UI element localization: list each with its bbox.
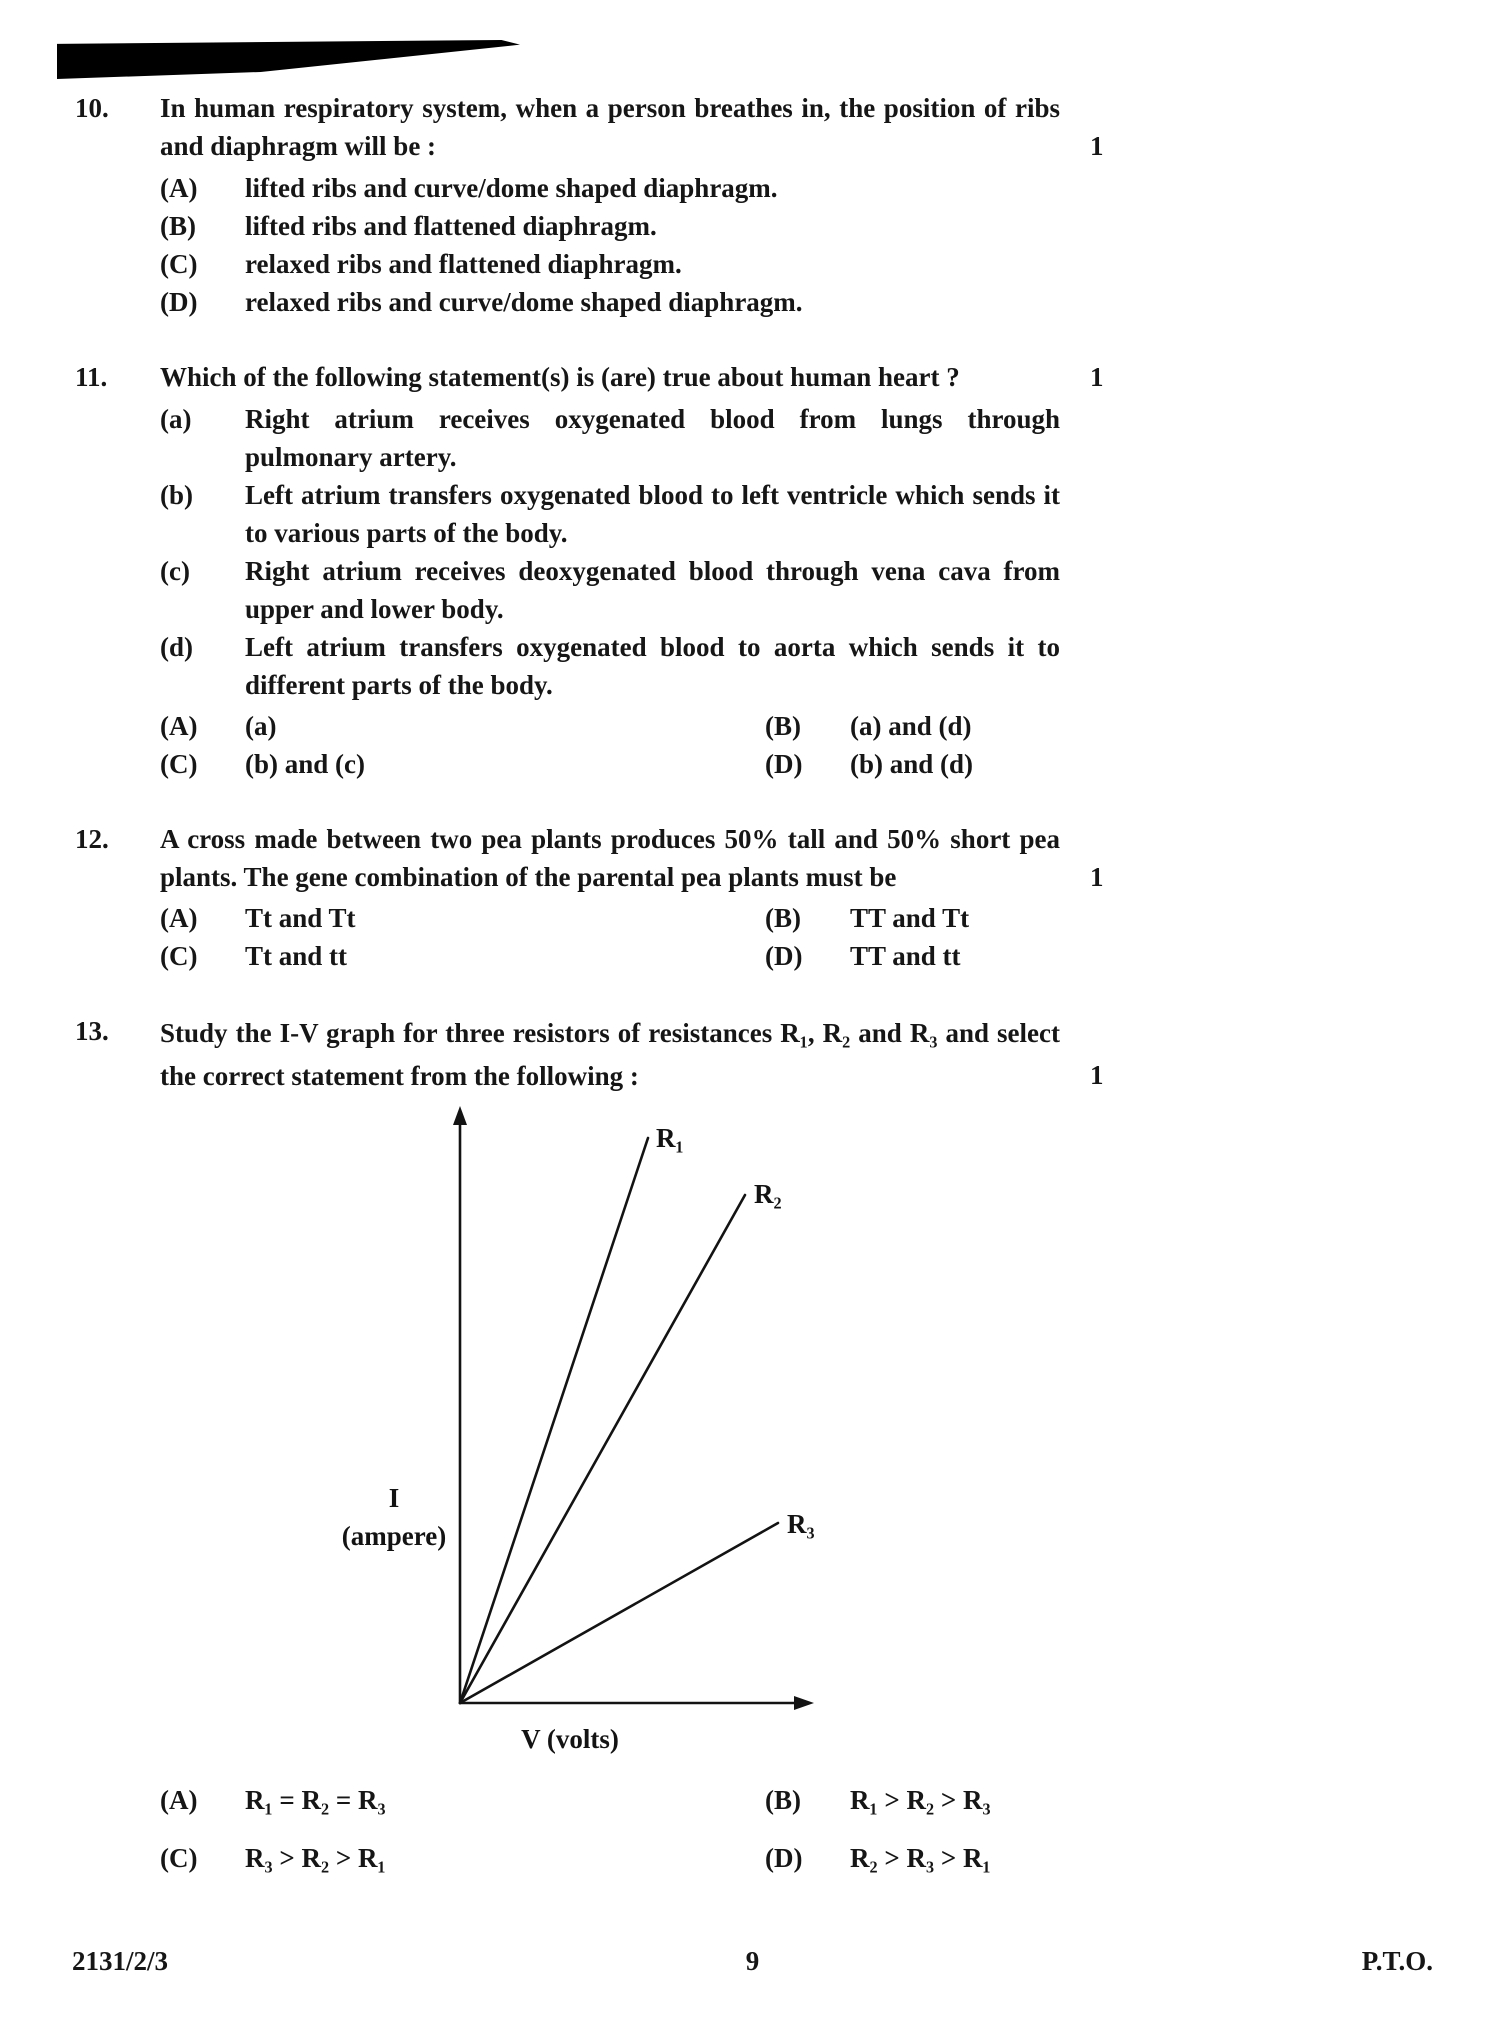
x-axis-arrow-icon: [794, 1696, 814, 1710]
statement-row: [160, 400, 1060, 476]
option-text: Tt and tt: [245, 941, 348, 971]
option-label: (B): [765, 711, 801, 741]
option-label: (B): [160, 211, 196, 241]
question-11: [0, 358, 1505, 783]
option-row: [160, 207, 1060, 245]
option-row: [765, 1839, 1060, 1877]
option-label: (A): [160, 173, 198, 203]
option-row: [765, 1781, 1060, 1819]
question-13: [0, 1012, 1505, 1877]
y-axis-unit-label: (ampere): [341, 1521, 447, 1551]
statement-text: Right atrium receives oxygenated blood from lungs through pulmonary artery.: [245, 404, 1060, 472]
statement-text: Left atrium transfers oxygenated blood to left ventricle which sends it to various parts of the body.: [245, 480, 1060, 548]
r3-label: R₃: [787, 1509, 815, 1539]
question-marks: 1: [1090, 131, 1104, 161]
option-text: TT and Tt: [850, 903, 970, 933]
statements-list: [160, 400, 1060, 704]
question-marks: 1: [1090, 862, 1104, 892]
option-row: [160, 283, 1060, 321]
option-text: lifted ribs and flattened diaphragm.: [245, 211, 657, 241]
option-text: (a) and (d): [850, 711, 972, 741]
question-marks: 1: [1090, 1060, 1104, 1090]
page-footer: [0, 1942, 1505, 1980]
option-text: TT and tt: [850, 941, 961, 971]
option-label: (A): [160, 711, 198, 741]
option-label: (A): [160, 1785, 198, 1815]
question-text: Study the I-V graph for three resistors of resistances R₁, R₂ and R₃ and select the correct statement from the following :: [160, 1018, 1060, 1091]
question-number: 11.: [75, 362, 108, 392]
iv-graph-figure: [330, 1103, 1060, 1771]
y-axis-arrow-icon: [453, 1106, 467, 1125]
option-row: [160, 1839, 765, 1877]
redaction-mark: [57, 40, 520, 79]
option-label: (C): [160, 749, 198, 779]
statement-label: (d): [160, 632, 193, 662]
option-label: (C): [160, 941, 198, 971]
r1-label: R₁: [656, 1123, 684, 1153]
iv-graph: [330, 1103, 830, 1761]
question-text: Which of the following statement(s) is (are) true about human heart ?: [160, 362, 960, 392]
option-text: (b) and (c): [245, 749, 365, 779]
statement-row: [160, 552, 1060, 628]
option-label: (B): [765, 903, 801, 933]
option-row: [160, 745, 765, 783]
options-grid: [160, 707, 1060, 783]
statement-label: (b): [160, 480, 193, 510]
option-text: R₃ > R₂ > R₁: [245, 1843, 386, 1873]
option-row: [160, 169, 1060, 207]
question-10: [0, 89, 1505, 321]
question-text: A cross made between two pea plants produces 50% tall and 50% short pea plants. The gene combination of the parental pea plants must be: [160, 824, 1060, 892]
option-row: [765, 745, 1060, 783]
option-row: [160, 899, 765, 937]
question-body: [160, 358, 1060, 783]
paper-code: 2131/2/3: [72, 1946, 169, 1976]
option-row: [765, 937, 1060, 975]
statement-text: Right atrium receives deoxygenated blood through vena cava from upper and lower body.: [245, 556, 1060, 624]
question-number: 12.: [75, 824, 109, 854]
option-row: [765, 899, 1060, 937]
pto-label: P.T.O.: [1361, 1946, 1433, 1976]
option-text: R₂ > R₃ > R₁: [850, 1843, 991, 1873]
r3-line: [460, 1523, 778, 1703]
statement-row: [160, 476, 1060, 552]
option-text: (a): [245, 711, 277, 741]
statement-row: [160, 628, 1060, 704]
option-text: R₁ > R₂ > R₃: [850, 1785, 991, 1815]
option-label: (D): [765, 1843, 803, 1873]
page-number: 9: [745, 1946, 760, 1976]
option-row: [765, 707, 1060, 745]
option-label: (B): [765, 1785, 801, 1815]
option-label: (D): [160, 287, 198, 317]
option-text: R₁ = R₂ = R₃: [245, 1785, 386, 1815]
question-12: [0, 820, 1505, 975]
option-label: (C): [160, 1843, 198, 1873]
question-body: [160, 820, 1060, 975]
y-axis-label: I: [388, 1483, 400, 1513]
option-label: (D): [765, 749, 803, 779]
statement-label: (c): [160, 556, 190, 586]
question-number: 10.: [75, 93, 109, 123]
options-grid: [160, 899, 1060, 975]
question-text: In human respiratory system, when a person breathes in, the position of ribs and diaphragm will be :: [160, 93, 1060, 161]
option-row: [160, 245, 1060, 283]
option-text: lifted ribs and curve/dome shaped diaphragm.: [245, 173, 778, 203]
option-label: (A): [160, 903, 198, 933]
question-marks: 1: [1090, 362, 1104, 392]
question-body: [160, 1012, 1060, 1877]
options-list: [160, 169, 1060, 321]
options-grid: [160, 1781, 1060, 1877]
option-label: (D): [765, 941, 803, 971]
r2-label: R₂: [754, 1179, 782, 1209]
statement-text: Left atrium transfers oxygenated blood to aorta which sends it to different parts of the body.: [245, 632, 1060, 700]
question-body: [160, 89, 1060, 321]
option-row: [160, 1781, 765, 1819]
option-text: (b) and (d): [850, 749, 974, 779]
option-text: Tt and Tt: [245, 903, 356, 933]
option-text: relaxed ribs and curve/dome shaped diaphragm.: [245, 287, 803, 317]
option-label: (C): [160, 249, 198, 279]
x-axis-label: V (volts): [521, 1724, 619, 1754]
statement-label: (a): [160, 404, 192, 434]
question-number: 13.: [75, 1016, 109, 1046]
option-text: relaxed ribs and flattened diaphragm.: [245, 249, 682, 279]
option-row: [160, 937, 765, 975]
option-row: [160, 707, 765, 745]
